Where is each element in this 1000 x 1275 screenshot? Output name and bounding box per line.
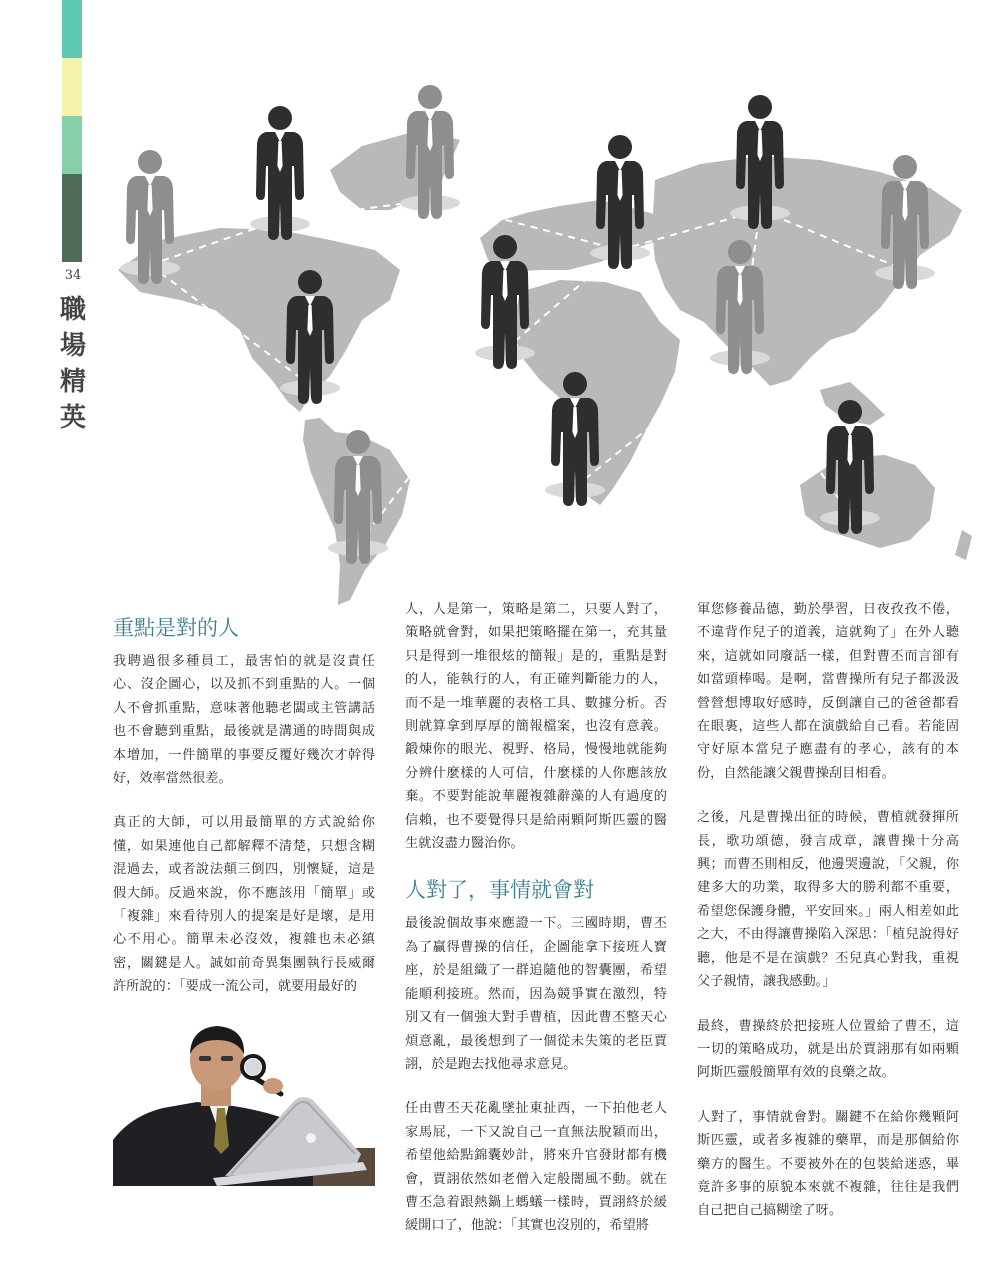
section-heading-right-people: 重點是對的人 xyxy=(113,616,239,640)
world-map-illustration xyxy=(100,60,980,620)
paragraph: 之後，凡是曹操出征的時候，曹植就發揮所長，歌功頌德，發言成章，讓曹操十分高興；而曹丕則相反，他邊哭邊說，「父親，你建多大的功業，取得多大的勝利都不重要，希望您保護身體，平安回來。」兩人相差如此之大，不由得讓曹操陷入深思：「植兒說得好聽，他是不是在演戲？丕兒真心對我，重視父子親情，讓我感動。」 xyxy=(697,810,959,990)
article-column-3 xyxy=(697,598,959,1244)
article-column-2 xyxy=(405,598,667,1259)
paragraph: 最後說個故事來應證一下。三國時期，曹丕為了贏得曹操的信任，企圖能拿下接班人寶座，於是組織了一群追隨他的智囊團，希望能順利接班。然而，因為競爭實在激烈，特別又有一個強大對手曹植，因此曹丕整天心煩意亂，最後想到了一個從未失策的老臣賈詡，於是跑去找他尋求意見。 xyxy=(405,916,667,1072)
paragraph: 軍您修養品德，勤於學習，日夜孜孜不倦，不違背作兒子的道義，這就夠了」在外人聽來，這就如同廢話一樣，但對曹丕而言卻有如當頭棒喝。是啊，當曹操所有兒子都汲汲營營想博取好感時，反倒讓自己的爸爸都看在眼裏，這些人都在演戲給自己看。若能固守好原本當兒子應盡有的孝心，該有的本份，自然能讓父親曹操刮目相看。 xyxy=(697,602,959,781)
paragraph: 人對了，事情就會對。關鍵不在給你幾顆阿斯匹靈，或者多複雜的藥單，而是那個給你藥方的醫生。不要被外在的包裝給迷惑，畢竟許多事的原貌本來就不複雜，往往是我們自己把自己搞糊塗了呀。 xyxy=(697,1109,959,1219)
paragraph: 最終，曹操終於把接班人位置給了曹丕，這一切的策略成功，就是出於賈詡那有如兩顆阿斯匹靈般簡單有效的良藥之故。 xyxy=(697,1018,959,1081)
businessman-photo xyxy=(113,1020,375,1186)
section-title: 職場精英 xyxy=(60,295,87,433)
color-tab-4 xyxy=(62,174,82,262)
paragraph: 真正的大師，可以用最簡單的方式說給你懂，如果連他自己都解釋不清楚，只想含糊混過去，或者說法顛三倒四，別懷疑，這是假大師。反過來說，你不應該用「簡單」或「複雜」來看待別人的提案是好是壞，是用心不用心。簡單未必沒效，複雜也未必縝密，關鍵是人。誠如前奇異集團執行長威爾許所說的：「要成一流公司，就要用最好的 xyxy=(113,815,375,995)
paragraph: 人，人是第一，策略是第二，只要人對了，策略就會對，如果把策略擺在第一，充其量只是得到一堆很炫的簡報」是的，重點是對的人，能執行的人，有正確判斷能力的人，而不是一堆華麗的表格工具、數據分析。否則就算拿到厚厚的簡報檔案，也沒有意義。鍛煉你的眼光、視野、格局，慢慢地就能夠分辨什麼樣的人可信，什麼樣的人你應該放棄。不要對能說華麗複雜辭藻的人有過度的信賴，也不要覺得只是給兩顆阿斯匹靈的醫生就沒盡力醫治你。 xyxy=(405,602,667,852)
color-tab-2 xyxy=(62,58,82,116)
paragraph: 任由曹丕天花亂墜扯東扯西，一下拍他老人家馬屁，一下又說自己一直無法脫穎而出，希望他給點錦囊妙計，將來升官發財都有機會，賈詡依然如老僧入定般闇風不動。就在曹丕急着跟熱鍋上螞蟻一樣時，賈詡終於緩緩開口了，他說：「其實也沒別的，希望將 xyxy=(405,1101,667,1234)
color-tab-3 xyxy=(62,116,82,174)
page-number: 34 xyxy=(64,268,82,283)
article-column-1 xyxy=(113,614,375,1020)
color-tab-1 xyxy=(62,0,82,58)
paragraph: 我聘過很多種員工，最害怕的就是沒責任心、沒企圖心，以及抓不到重點的人。一個人不會抓重點，意味著他聽老闆或主管講話也不會聽到重點，最後就是溝通的時間與成本增加，一件簡單的事要反覆好幾次才幹得好，效率當然很差。 xyxy=(113,654,375,787)
section-heading-things-right: 人對了，事情就會對 xyxy=(405,878,594,903)
